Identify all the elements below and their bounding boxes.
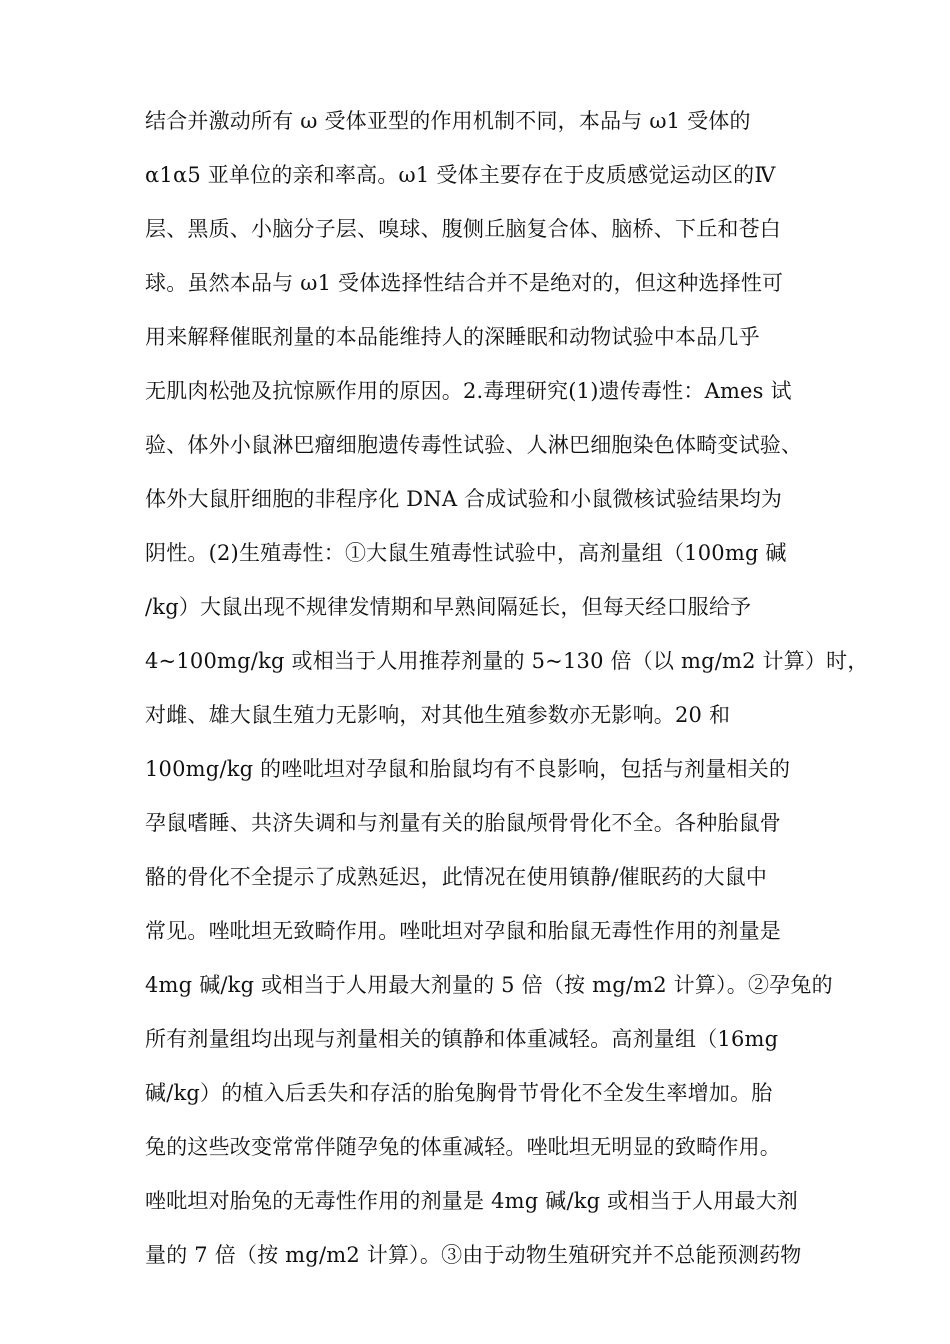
text-line: 验、体外小鼠淋巴瘤细胞遗传毒性试验、人淋巴细胞染色体畸变试验、 <box>145 433 803 457</box>
text-line: /kg）大鼠出现不规律发情期和早熟间隔延长，但每天经口服给予 <box>145 595 752 619</box>
text-line: 体外大鼠肝细胞的非程序化 DNA 合成试验和小鼠微核试验结果均为 <box>145 487 783 511</box>
text-line: 碱/kg）的植入后丢失和存活的胎兔胸骨节骨化不全发生率增加。胎 <box>145 1081 773 1105</box>
text-line: α1α5 亚单位的亲和率高。ω1 受体主要存在于皮质感觉运动区的Ⅳ <box>145 163 776 187</box>
text-line: 孕鼠嗜睡、共济失调和与剂量有关的胎鼠颅骨骨化不全。各种胎鼠骨 <box>145 811 781 835</box>
text-line: 常见。唑吡坦无致畸作用。唑吡坦对孕鼠和胎鼠无毒性作用的剂量是 <box>145 919 781 943</box>
text-line: 球。虽然本品与 ω1 受体选择性结合并不是绝对的，但这种选择性可 <box>145 271 784 295</box>
text-line: 兔的这些改变常常伴随孕兔的体重减轻。唑吡坦无明显的致畸作用。 <box>145 1135 781 1159</box>
body-text <box>145 102 869 1290</box>
text-line: 无肌肉松弛及抗惊厥作用的原因。2.毒理研究(1)遗传毒性：Ames 试 <box>145 379 792 403</box>
text-line: 骼的骨化不全提示了成熟延迟，此情况在使用镇静/催眠药的大鼠中 <box>145 865 768 889</box>
text-line: 所有剂量组均出现与剂量相关的镇静和体重减轻。高剂量组（16mg <box>145 1027 779 1051</box>
text-line: 对雌、雄大鼠生殖力无影响，对其他生殖参数亦无影响。20 和 <box>145 703 731 727</box>
text-line: 4mg 碱/kg 或相当于人用最大剂量的 5 倍（按 mg/m2 计算）。②孕兔的 <box>145 973 833 997</box>
text-line: 用来解释催眠剂量的本品能维持人的深睡眠和动物试验中本品几乎 <box>145 325 760 349</box>
text-line: 量的 7 倍（按 mg/m2 计算）。③由于动物生殖研究并不总能预测药物 <box>145 1243 802 1267</box>
text-line: 100mg/kg 的唑吡坦对孕鼠和胎鼠均有不良影响，包括与剂量相关的 <box>145 757 791 781</box>
text-line: 结合并激动所有 ω 受体亚型的作用机制不同，本品与 ω1 受体的 <box>145 109 751 133</box>
text-line: 阴性。(2)生殖毒性：①大鼠生殖毒性试验中，高剂量组（100mg 碱 <box>145 541 787 565</box>
text-line: 层、黑质、小脑分子层、嗅球、腹侧丘脑复合体、脑桥、下丘和苍白 <box>145 217 781 241</box>
text-line: 唑吡坦对胎兔的无毒性作用的剂量是 4mg 碱/kg 或相当于人用最大剂 <box>145 1189 798 1213</box>
text-line: 4~100mg/kg 或相当于人用推荐剂量的 5~130 倍（以 mg/m2 计算）时， <box>145 649 869 673</box>
